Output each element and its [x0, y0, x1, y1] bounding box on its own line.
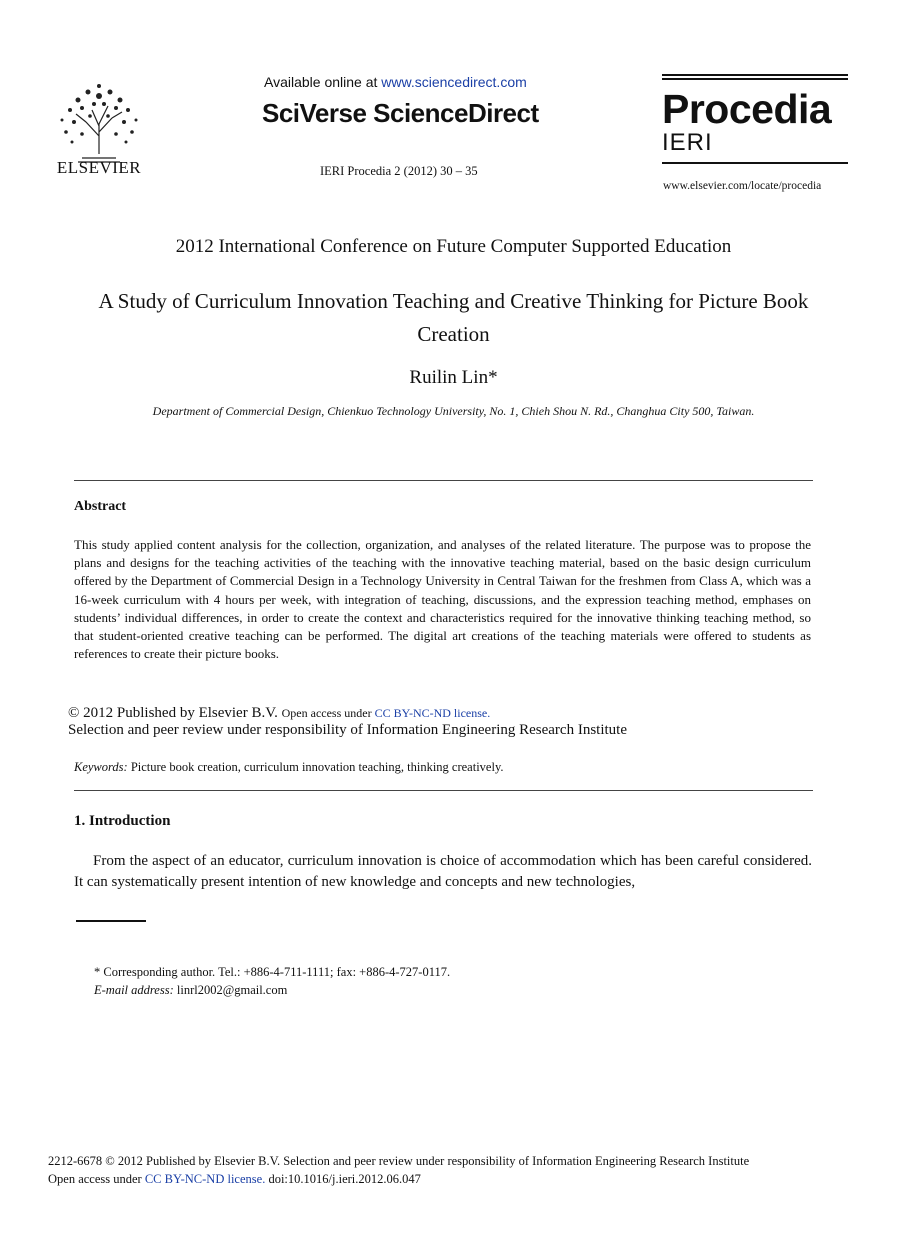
journal-url[interactable]: www.elsevier.com/locate/procedia: [663, 180, 822, 192]
journal-subtitle: IERI: [662, 129, 713, 156]
abstract-heading: Abstract: [74, 499, 127, 514]
divider: [74, 480, 813, 481]
email-address[interactable]: linrl2002@gmail.com: [173, 983, 288, 997]
sciencedirect-link[interactable]: www.sciencedirect.com: [381, 74, 527, 90]
copyright-line: [68, 705, 490, 721]
section-heading-introduction: 1. Introduction: [74, 813, 171, 829]
keywords-text: Picture book creation, curriculum innovation teaching, thinking creatively.: [127, 760, 504, 774]
available-online-prefix: Available online at: [264, 74, 382, 90]
divider: [74, 790, 813, 791]
footer-license-line: [48, 1172, 421, 1187]
keywords: [74, 760, 504, 775]
license-link[interactable]: CC BY-NC-ND license.: [374, 706, 491, 720]
author-name: Ruilin Lin*: [409, 367, 498, 388]
journal-name: Procedia: [662, 86, 832, 132]
journal-reference: IERI Procedia 2 (2012) 30 – 35: [320, 164, 478, 178]
footer-doi[interactable]: doi:10.1016/j.ieri.2012.06.047: [265, 1172, 421, 1186]
footer-open-access-label: Open access under: [48, 1172, 145, 1186]
journal-logo: [662, 74, 848, 166]
publisher-logo-text: ELSEVIER: [56, 158, 142, 177]
author-affiliation: Department of Commercial Design, Chienkuo Technology University, No. 1, Chieh Shou N. Rd., Changhua City 500, Taiwan.: [152, 404, 755, 418]
platform-name: SciVerse ScienceDirect: [262, 98, 539, 128]
keywords-label: Keywords:: [74, 760, 128, 774]
copyright-published: © 2012 Published by Elsevier B.V.: [68, 705, 282, 721]
open-access-label: Open access under: [281, 706, 375, 720]
footer-issn-line: 2212-6678 © 2012 Published by Elsevier B.V. Selection and peer review under responsibility of Information Engineering Research Institute: [48, 1154, 750, 1168]
conference-name: 2012 International Conference on Future Computer Supported Education: [175, 236, 732, 257]
email-label: E-mail address:: [94, 983, 174, 997]
available-online: [264, 74, 527, 90]
journal-logo-rule: [662, 74, 848, 76]
paper-title: A Study of Curriculum Innovation Teaching and Creative Thinking for Picture Book Creation: [98, 289, 809, 346]
peer-review-statement: Selection and peer review under responsibility of Information Engineering Research Institute: [68, 722, 627, 738]
footnote-rule: [76, 920, 146, 922]
footer-license-link[interactable]: CC BY-NC-ND license.: [144, 1172, 266, 1186]
footnote-corresponding-author: * Corresponding author. Tel.: +886-4-711-1111; fax: +886-4-727-0117.: [94, 965, 451, 979]
journal-logo-rule: [662, 78, 848, 80]
abstract-body: This study applied content analysis for the collection, organization, and analyses of the related literature. The purpose was to propose the plans and designs for the teaching activities of the teaching with the innovative teaching material, based on the basic design curriculum offered by the Department of Commercial Design in a Technology University in Central Taiwan for the freshmen from Class A, which was a 16-week curriculum with 4 hours per week, with integration of teaching, discussions, and the expression teaching method, emphases on students’ individual differences, in order to create the context and characteristics required for the innovative thinking teaching method, so that student-oriented creative teaching can be performed. The digital art creations of the teaching materials were offered to students as references to create their picture books.: [74, 537, 811, 662]
journal-logo-rule: [662, 162, 848, 164]
introduction-body: From the aspect of an educator, curriculum innovation is choice of accommodation which has been careful considered. It can systematically present intention of new knowledge and concepts and new technologies,: [74, 853, 812, 890]
footnote-email: [94, 983, 287, 998]
